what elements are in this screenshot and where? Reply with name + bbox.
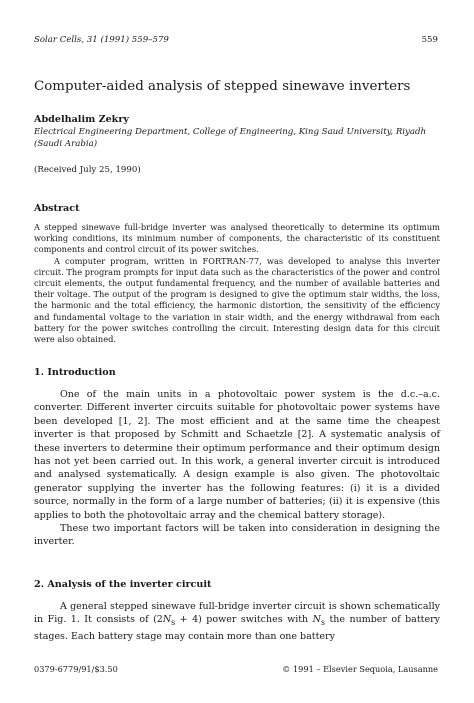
inline-subscript: s (320, 618, 325, 628)
formula-part: + 4) (175, 614, 202, 626)
abstract-heading: Abstract (34, 203, 80, 214)
page-number: 559 (421, 35, 438, 45)
inline-variable: N (312, 614, 321, 626)
body-paragraph: One of the main units in a photovoltaic power system is the d.c.–a.c. converter. Different inverter circuits suitable for photovoltaic power systems have been developed [1, 2]. The most efficient and at the same time the cheapest inverter is that proposed by Schmitt and Schaetzle [2]. A systematic analysis of these inverters to determine their optimum performance and their optimum design has not yet been carried out. In this work, a general inverter circuit is introduced and analysed systematically. A design example is also given. The photovoltaic generator supplying the inverter has the following features: (i) it is a divided source, normally in the form of a large number of batteries; (ii) it is expensive (this applies to both the photovoltaic array and the chemical battery storage). (34, 389, 440, 521)
text-run: the number of battery stages. Each battery stage may contain more than one battery (34, 614, 440, 642)
formula-variable: N (162, 614, 172, 626)
paper-title: Computer-aided analysis of stepped sinewave inverters (34, 79, 411, 94)
copyright-notice: © 1991 – Elsevier Sequoia, Lausanne (282, 664, 438, 674)
author-name: Abdelhalim Zekry (34, 114, 129, 125)
abstract-body (34, 222, 440, 345)
section-heading-introduction: 1. Introduction (34, 367, 116, 378)
received-date: (Received July 25, 1990) (34, 165, 141, 175)
formula (153, 614, 202, 628)
author-affiliation: Electrical Engineering Department, College of Engineering, King Saud University, Riyadh (Saudi Arabia) (34, 127, 427, 149)
text-run: A general stepped sinewave full-bridge inverter circuit is shown schematically in Fig. 1. It consists of (34, 601, 440, 626)
page-footer (34, 663, 438, 675)
formula-part: (2 (153, 614, 163, 626)
analysis-body (34, 600, 440, 643)
text-run: power switches with (201, 614, 313, 626)
abstract-paragraph: A stepped sinewave full-bridge inverter was analysed theoretically to determine its optimum working conditions, its minimum number of components, the characteristic of its constituent components and control circuit of its power switches. (34, 222, 440, 255)
section-heading-analysis: 2. Analysis of the inverter circuit (34, 579, 212, 590)
formula-subscript: s (171, 618, 176, 628)
body-paragraph (34, 600, 440, 643)
body-paragraph: These two important factors will be taken into consideration in designing the inverter. (34, 523, 440, 548)
journal-citation: Solar Cells, 31 (1991) 559–579 (34, 35, 169, 45)
abstract-paragraph: A computer program, written in FORTRAN-77, was developed to analyse this inverter circuit. The program prompts for input data such as the characteristics of the power and control circuit elements, the output fundamental frequency, and the number of available batteries and their voltage. The output of the program is designed to give the optimum stair widths, the loss, the harmonic and the total efficiency, the harmonic distortion, the sensitivity of the efficiency and fundamental voltage to the variation in stair width, and the energy withdrawal from each battery for the power switches controlling the circuit. Interesting design data for this circuit were also obtained. (34, 255, 440, 345)
introduction-body (34, 388, 440, 549)
publication-code: 0379-6779/91/$3.50 (34, 664, 118, 674)
running-head (34, 34, 438, 46)
